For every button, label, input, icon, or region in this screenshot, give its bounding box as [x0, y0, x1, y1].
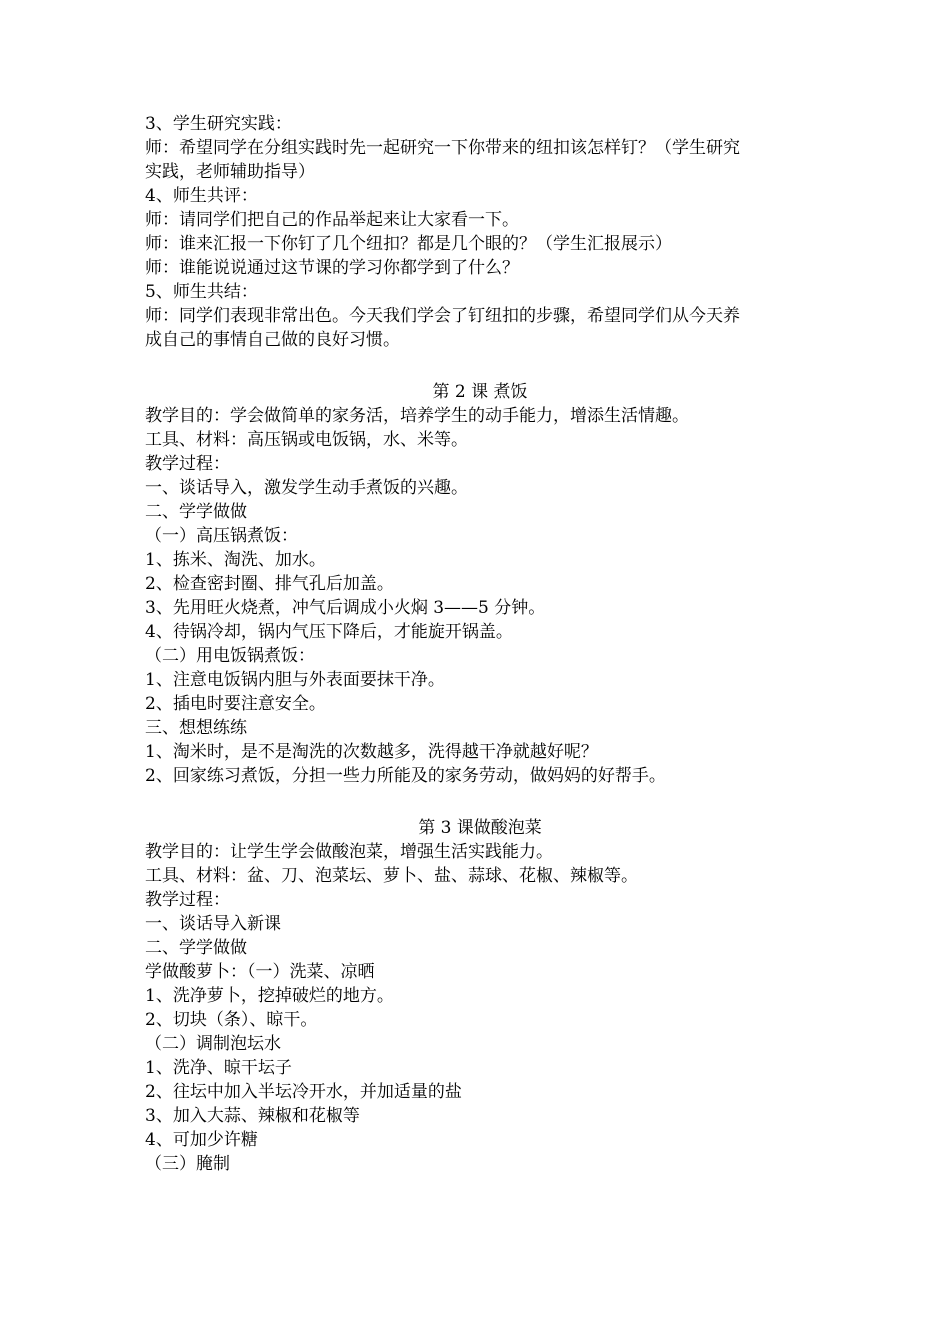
paragraph-line: 实践，老师辅助指导）: [145, 162, 315, 182]
paragraph-line: 三、想想练练: [145, 718, 247, 738]
paragraph-line: 师：同学们表现非常出色。今天我们学会了钉纽扣的步骤，希望同学们从今天养: [145, 306, 740, 326]
paragraph-line: 师：希望同学在分组实践时先一起研究一下你带来的纽扣该怎样钉？（学生研究: [145, 138, 740, 158]
paragraph-line: 2、切块（条）、晾干。: [145, 1010, 318, 1030]
paragraph-line: （二）调制泡坛水: [145, 1034, 281, 1054]
paragraph-line: 1、洗净、晾干坛子: [145, 1058, 292, 1078]
paragraph-line: （三）腌制: [145, 1154, 230, 1174]
paragraph-line: 1、注意电饭锅内胆与外表面要抹干净。: [145, 670, 445, 690]
paragraph-line: 1、淘米时，是不是淘洗的次数越多，洗得越干净就越好呢？: [145, 742, 598, 762]
paragraph-line: 成自己的事情自己做的良好习惯。: [145, 330, 400, 350]
paragraph-line: 学做酸萝卜：（一）洗菜、凉晒: [145, 962, 375, 982]
paragraph-line: 3、学生研究实践：: [145, 114, 292, 134]
paragraph-line: 2、回家练习煮饭，分担一些力所能及的家务劳动，做妈妈的好帮手。: [145, 766, 666, 786]
document-body: [145, 112, 815, 1176]
lesson-2-title: 第 2 课 煮饭: [432, 382, 528, 402]
spacer: [145, 788, 815, 816]
paragraph-line: 师：请同学们把自己的作品举起来让大家看一下。: [145, 210, 519, 230]
paragraph-line: 二、学学做做: [145, 938, 247, 958]
paragraph-line: 4、师生共评：: [145, 186, 258, 206]
paragraph-line: 1、洗净萝卜，挖掉破烂的地方。: [145, 986, 394, 1006]
paragraph-line: 教学目的：学会做简单的家务活，培养学生的动手能力，增添生活情趣。: [145, 406, 689, 426]
paragraph-line: 4、可加少许糖: [145, 1130, 258, 1150]
lesson-2-body: [145, 404, 815, 788]
paragraph-line: 工具、材料：高压锅或电饭锅，水、米等。: [145, 430, 468, 450]
paragraph-line: 二、学学做做: [145, 502, 247, 522]
paragraph-line: 1、拣米、淘洗、加水。: [145, 550, 326, 570]
paragraph-line: 3、先用旺火烧煮，冲气后调成小火焖 3——5 分钟。: [145, 598, 546, 618]
paragraph-line: 一、谈话导入新课: [145, 914, 281, 934]
paragraph-line: 4、待锅冷却，锅内气压下降后，才能旋开锅盖。: [145, 622, 513, 642]
paragraph-line: 师：谁能说说通过这节课的学习你都学到了什么？: [145, 258, 519, 278]
lesson-3-body: [145, 840, 815, 1176]
paragraph-line: 工具、材料：盆、刀、泡菜坛、萝卜、盐、蒜球、花椒、辣椒等。: [145, 866, 638, 886]
paragraph-line: 2、检查密封圈、排气孔后加盖。: [145, 574, 394, 594]
paragraph-line: 2、往坛中加入半坛冷开水，并加适量的盐: [145, 1082, 462, 1102]
paragraph-line: 一、谈话导入，激发学生动手煮饭的兴趣。: [145, 478, 468, 498]
section-1: [145, 112, 815, 352]
lesson-3-title: 第 3 课做酸泡菜: [418, 818, 542, 838]
paragraph-line: 5、师生共结：: [145, 282, 258, 302]
paragraph-line: 教学过程：: [145, 890, 230, 910]
paragraph-line: 师：谁来汇报一下你钉了几个纽扣？都是几个眼的？（学生汇报展示）: [145, 234, 672, 254]
paragraph-line: 3、加入大蒜、辣椒和花椒等: [145, 1106, 360, 1126]
paragraph-line: 教学目的：让学生学会做酸泡菜，增强生活实践能力。: [145, 842, 553, 862]
paragraph-line: （二）用电饭锅煮饭：: [145, 646, 315, 666]
paragraph-line: 2、插电时要注意安全。: [145, 694, 326, 714]
paragraph-line: （一）高压锅煮饭：: [145, 526, 298, 546]
spacer: [145, 352, 815, 380]
paragraph-line: 教学过程：: [145, 454, 230, 474]
